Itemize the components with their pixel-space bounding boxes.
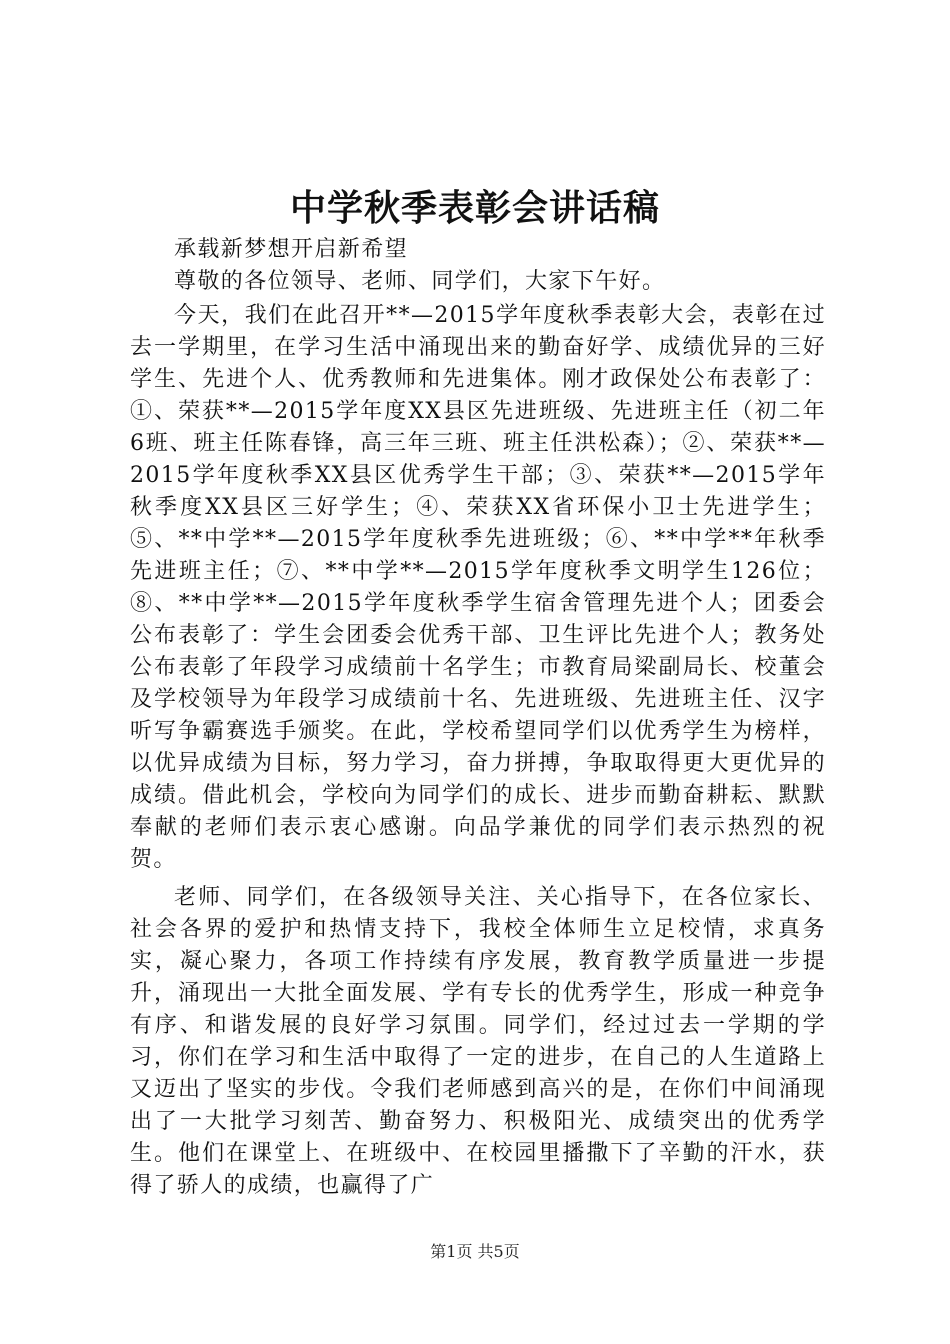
- document-title: 中学秋季表彰会讲话稿: [289, 187, 660, 229]
- achievements-paragraph: 老师、同学们，在各级领导关注、关心指导下，在各位家长、社会各界的爱护和热情支持下，我校全体师生立足校情，求真务实，凝心聚力，各项工作持续有序发展，教育教学质量进一步提升，涌现出一大批全面发展、学有专长的优秀学生，形成一种竞争有序、和谐发展的良好学习氛围。同学们，经过过去一学期的学习，你们在学习和生活中取得了一定的进步，在自己的人生道路上又迈出了坚实的步伐。令我们老师感到高兴的是，在你们中间涌现出了一大批学习刻苦、勤奋努力、积极阳光、成绩突出的优秀学生。他们在课堂上、在班级中、在校园里播撒下了辛勤的汗水，获得了骄人的成绩，也赢得了广: [130, 885, 826, 1198]
- page-footer: 第1页 共5页: [430, 1242, 520, 1261]
- document-body: [130, 234, 826, 1202]
- greeting-paragraph: 尊敬的各位领导、老师、同学们，大家下午好。: [174, 269, 666, 294]
- awards-paragraph: 今天，我们在此召开**—2015学年度秋季表彰大会，表彰在过去一学期里，在学习生活中涌现出来的勤奋好学、成绩优异的三好学生、先进个人、优秀教师和先进集体。刚才政保处公布表彰了：①、荣获**—2015学年度XX县区先进班级、先进班主任（初二年6班、班主任陈春锋，高三年三班、班主任洪松森）；②、荣获**—2015学年度秋季XX县区优秀学生干部；③、荣获**—2015学年秋季度XX县区三好学生；④、荣获XX省环保小卫士先进学生；⑤、**中学**—2015学年度秋季先进班级；⑥、**中学**年秋季先进班主任；⑦、**中学**—2015学年度秋季文明学生126位；⑧、**中学**—2015学年度秋季学生宿舍管理先进个人；团委会公布表彰了：学生会团委会优秀干部、卫生评比先进个人；教务处公布表彰了年段学习成绩前十名学生；市教育局梁副局长、校董会及学校领导为年段学习成绩前十名、先进班级、先进班主任、汉字听写争霸赛选手颁奖。在此，学校希望同学们以优秀学生为榜样，以优异成绩为目标，努力学习，奋力拼搏，争取取得更大更优异的成绩。借此机会，学校向为同学们的成长、进步而勤奋耕耘、默默奉献的老师们表示衷心感谢。向品学兼优的同学们表示热烈的祝贺。: [130, 303, 826, 872]
- subtitle-paragraph: 承载新梦想开启新希望: [174, 237, 409, 262]
